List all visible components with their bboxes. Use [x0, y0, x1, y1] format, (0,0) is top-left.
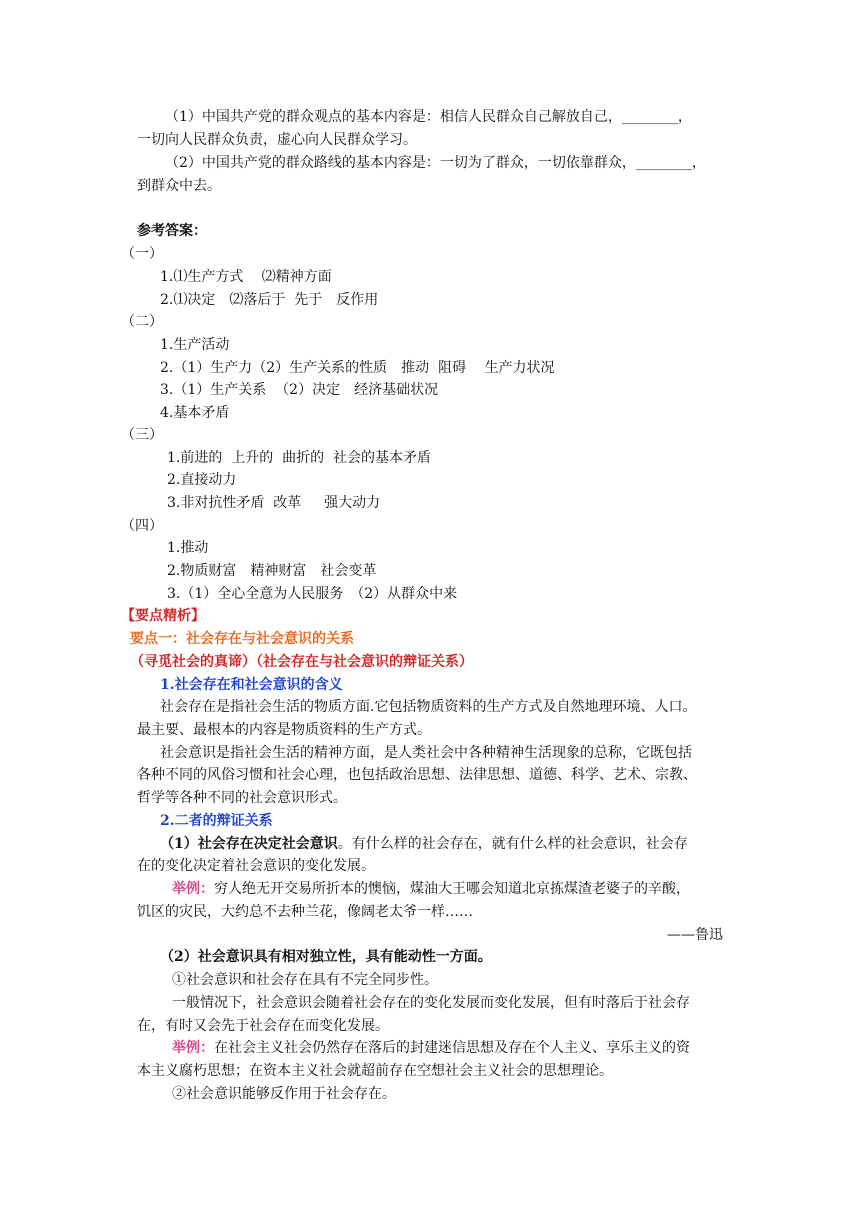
question-1-line-1: （1）中国共产党的群众观点的基本内容是：相信人民群众自己解放自己，________，	[165, 109, 692, 125]
answer-3-1: 1.前进的 上升的 曲折的 社会的基本矛盾	[167, 450, 432, 466]
answers-section-2: （二）	[121, 314, 163, 330]
answer-4-2: 2.物质财富 精神财富 社会变革	[167, 563, 377, 579]
point-1-title: 要点一：社会存在与社会意识的关系	[130, 631, 354, 647]
question-2-line-1: （2）中国共产党的群众路线的基本内容是：一切为了群众，一切依靠群众，________，	[165, 155, 706, 171]
section-2-point-2-title: （2）社会意识具有相对独立性，具有能动性一方面。	[160, 949, 492, 965]
answers-section-3: （三）	[121, 427, 163, 443]
answer-3-2: 2.直接动力	[167, 472, 237, 488]
section-2-point-1-rest: 。有什么样的社会存在，就有什么样的社会意识，社会存	[337, 836, 688, 852]
answer-2-1: 1.生产活动	[160, 337, 230, 353]
example-label: 举例：	[172, 1040, 214, 1056]
section-2-title: 2.二者的辩证关系	[160, 813, 273, 829]
section-1-title: 1.社会存在和社会意识的含义	[160, 677, 343, 693]
section-2-point-1-line-2: 在的变化决定着社会意识的变化发展。	[137, 858, 375, 874]
example-2-text: 在社会主义社会仍然存在落后的封建迷信思想及存在个人主义、享乐主义的资	[214, 1040, 690, 1056]
answer-2-2: 2.（1）生产力（2）生产关系的性质 推动 阻碍 生产力状况	[160, 360, 555, 376]
example-2-line-2: 本主义腐朽思想；在资本主义社会就超前存在空想社会主义社会的思想理论。	[137, 1063, 613, 1079]
answers-section-1: （一）	[121, 246, 163, 262]
analysis-heading: 【要点精析】	[121, 608, 205, 624]
section-1-para-2-line-2: 各种不同的风俗习惯和社会心理，也包括政治思想、法律思想、道德、科学、艺术、宗教、	[137, 767, 697, 783]
answer-4-3: 3.（1）全心全意为人民服务 （2）从群众中来	[167, 586, 458, 602]
example-2-line-1	[172, 1038, 690, 1058]
answer-1-2: 2.⑴决定 ⑵落后于 先于 反作用	[160, 292, 379, 308]
section-1-para-1-line-1: 社会存在是指社会生活的物质方面.它包括物质资料的生产方式及自然地理环境、人口。	[160, 699, 697, 715]
answer-1-1: 1.⑴生产方式 ⑵精神方面	[160, 269, 332, 285]
example-label: 举例：	[172, 881, 214, 897]
section-2-point-2-sub-a: ①社会意识和社会存在具有不完全同步性。	[172, 972, 438, 988]
point-1-subtitle: （寻觅社会的真谛）（社会存在与社会意识的辩证关系）	[130, 654, 473, 670]
section-2-point-2-para-line-1: 一般情况下，社会意识会随着社会存在的变化发展而变化发展，但有时落后于社会存	[172, 995, 690, 1011]
section-2-point-1-line-1	[160, 834, 688, 854]
answer-3-3: 3.非对抗性矛盾 改革 强大动力	[167, 495, 381, 511]
example-1-author: ——鲁迅	[667, 927, 723, 943]
section-1-para-2-line-1: 社会意识是指社会生活的精神方面，是人类社会中各种精神生活现象的总称，它既包括	[160, 745, 692, 761]
answers-section-4: （四）	[121, 518, 163, 534]
section-2-point-2-para-line-2: 在，有时又会先于社会存在而变化发展。	[137, 1018, 389, 1034]
section-1-para-1-line-2: 最主要、最根本的内容是物质资料的生产方式。	[137, 722, 431, 738]
example-1-line-2: 饥区的灾民，大约总不去种兰花，像阔老太爷一样……	[137, 904, 473, 920]
example-1-text: 穷人绝无开交易所折本的懊恼，煤油大王哪会知道北京拣煤渣老婆子的辛酸，	[214, 881, 690, 897]
section-2-point-2-sub-b: ②社会意识能够反作用于社会存在。	[172, 1086, 396, 1102]
answer-4-1: 1.推动	[167, 540, 209, 556]
section-1-para-2-line-3: 哲学等各种不同的社会意识形式。	[137, 790, 347, 806]
answer-2-3: 3.（1）生产关系 （2）决定 经济基础状况	[160, 382, 439, 398]
section-2-point-1-bold: （1）社会存在决定社会意识	[160, 836, 338, 852]
question-2-line-2: 到群众中去。	[137, 178, 221, 194]
answer-2-4: 4.基本矛盾	[160, 405, 230, 421]
question-1-line-2: 一切向人民群众负责，虚心向人民群众学习。	[137, 132, 417, 148]
example-1-line-1	[172, 879, 690, 899]
answers-heading: 参考答案：	[137, 223, 207, 239]
